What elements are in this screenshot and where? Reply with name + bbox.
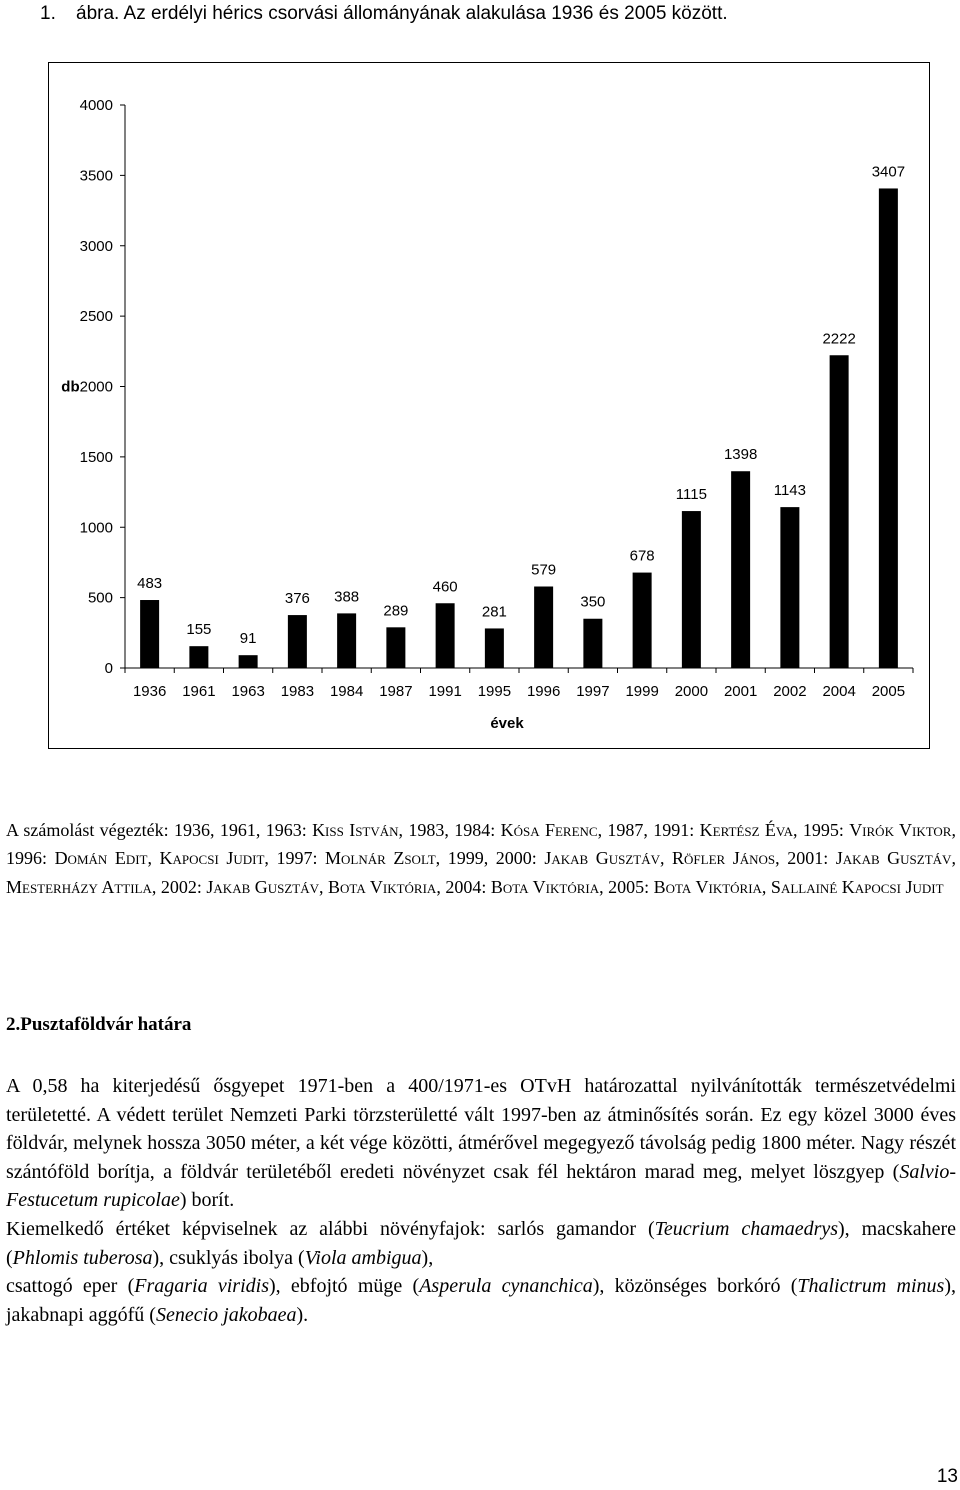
bar-value-label: 289 xyxy=(383,602,409,620)
bar-value-label: 281 xyxy=(481,603,507,621)
bar-value-label: 483 xyxy=(137,575,163,593)
bar-value-label: 2222 xyxy=(822,330,856,348)
bar xyxy=(386,627,405,668)
credits-names: Jakab Gusztáv, Röfler János xyxy=(544,848,776,869)
bar xyxy=(583,619,602,668)
credits-years: , 2004: xyxy=(436,876,491,897)
x-tick-label: 1987 xyxy=(379,683,413,700)
species-separator: ), macskahere ( xyxy=(6,1217,956,1269)
y-tick-label: 500 xyxy=(87,589,113,607)
credits-years: , 1987, 1991: xyxy=(597,820,700,840)
x-tick-label: 1995 xyxy=(477,683,512,700)
x-tick-label: 1936 xyxy=(132,683,167,700)
x-tick-label: 1997 xyxy=(576,683,610,700)
species-separator: ), xyxy=(421,1246,434,1269)
species-latin-name: Thalictrum minus xyxy=(797,1275,945,1298)
credits-years: , 1996: xyxy=(6,820,956,869)
bar xyxy=(189,646,208,668)
paragraph-1 xyxy=(6,1072,956,1215)
species-separator: ), közönséges borkóró ( xyxy=(592,1275,798,1298)
bar-value-label: 3407 xyxy=(871,163,906,181)
x-tick-label: 1991 xyxy=(428,683,462,700)
bar-value-label: 350 xyxy=(580,593,606,611)
credits-names: Molnár Zsolt xyxy=(325,848,436,869)
figure-number: 1. xyxy=(40,3,56,24)
species-separator: ), jakabnapi aggófű ( xyxy=(6,1275,956,1326)
species-separator: ), ebfojtó müge ( xyxy=(268,1275,420,1298)
bar xyxy=(780,507,799,668)
x-tick-label: 1963 xyxy=(231,683,265,700)
paragraph-2-intro: Kiemelkedő értéket képviselnek az alábbi növényfajok: sarlós gamandor ( xyxy=(6,1217,655,1240)
bar-value-label: 579 xyxy=(531,561,557,579)
x-tick-label: 1996 xyxy=(526,683,561,700)
paragraph-3-intro: csattogó eper ( xyxy=(6,1275,135,1298)
paragraph-1-end: ) borít. xyxy=(179,1189,235,1212)
credits-names: Bota Viktória, Sallainé Kapocsi Judit xyxy=(653,876,944,897)
y-tick-label: 3000 xyxy=(79,237,113,255)
species-latin-name: Asperula cynanchica xyxy=(419,1275,593,1298)
bar-value-label: 155 xyxy=(186,621,212,639)
bar xyxy=(534,587,553,668)
credits-years: , 1999, 2000: xyxy=(435,848,545,869)
page-number: 13 xyxy=(936,1466,958,1487)
x-tick-label: 2002 xyxy=(773,683,807,700)
credits-names: Domán Edit, Kapocsi Judit xyxy=(54,848,265,869)
x-tick-label: 1983 xyxy=(280,683,315,700)
credits-years: 1936, 1961, 1963: xyxy=(174,820,313,840)
bar-value-label: 1143 xyxy=(773,482,807,500)
credits-names: Jakab Gusztáv, Bota Viktória xyxy=(206,876,437,897)
figure-caption-text: ábra. Az erdélyi hérics csorvási állományának alakulása 1936 és 2005 között. xyxy=(76,3,728,24)
species-latin-name: Viola ambigua xyxy=(304,1246,422,1269)
credits-years: , 2001: xyxy=(775,848,836,869)
x-tick-label: 2001 xyxy=(723,683,758,700)
paragraph-2 xyxy=(6,1215,956,1272)
bar-value-label: 1398 xyxy=(723,446,758,464)
x-axis-label: évek xyxy=(490,715,524,732)
bar-chart xyxy=(49,63,929,748)
y-tick-label: 3500 xyxy=(79,167,113,185)
bar-value-label: 678 xyxy=(629,547,655,565)
credits-years: , 2002: xyxy=(151,876,207,897)
credits-years: , 1995: xyxy=(792,820,850,840)
bar-value-label: 376 xyxy=(284,590,310,608)
paragraph-3 xyxy=(6,1272,956,1329)
bar xyxy=(140,600,159,668)
bar-value-label: 91 xyxy=(239,630,257,648)
credits-names: Jakab Gusztáv, Mesterházy Attila xyxy=(6,848,956,897)
bar xyxy=(879,188,898,668)
x-tick-label: 2004 xyxy=(822,683,856,700)
x-tick-label: 2005 xyxy=(871,683,906,700)
credits-names: Virók Viktor xyxy=(849,820,952,840)
taxon-name: Salvio-Festucetum rupicolae xyxy=(6,1160,956,1212)
bar xyxy=(633,573,652,668)
y-tick-label: 4000 xyxy=(79,97,113,114)
y-tick-label: 1000 xyxy=(79,519,113,537)
chart-frame xyxy=(48,62,930,749)
bar xyxy=(288,615,307,668)
species-separator: ), csuklyás ibolya ( xyxy=(152,1246,305,1269)
bar xyxy=(436,603,455,668)
x-tick-label: 1961 xyxy=(182,683,216,700)
bar xyxy=(731,471,750,668)
bar-value-label: 1115 xyxy=(675,486,707,504)
credits-years: , 1997: xyxy=(264,848,325,869)
x-tick-label: 1999 xyxy=(625,683,659,700)
bar xyxy=(485,628,504,668)
credits-names: Bota Viktória xyxy=(490,876,600,897)
bar xyxy=(239,655,258,668)
species-separator: ). xyxy=(296,1303,309,1326)
credits-names: Kiss István xyxy=(312,820,399,840)
species-latin-name: Fragaria viridis xyxy=(134,1275,269,1298)
y-tick-label: 1500 xyxy=(79,448,113,466)
species-latin-name: Phlomis tuberosa xyxy=(12,1246,153,1269)
credits-paragraph xyxy=(6,816,956,901)
species-latin-name: Teucrium chamaedrys xyxy=(654,1217,839,1240)
paragraph-1-text: A 0,58 ha kiterjedésű ősgyepet 1971-ben a 400/1971-es OTvH határozattal nyilvánították természetvédelmi területetté. A védett terület Nemzeti Parki törzsterületté vált 1997-ben az átminősítés során. Ez egy közel 3000 éves földvár, melynek hossza 3050 méter, a két vége közötti, átmérővel megegyező távolság pedig 1800 méter. Nagy részét szántóföld borítja, a földvár területéből eredeti növényzet csak fél hektáron marad meg, melyet löszgyep ( xyxy=(6,1075,956,1183)
credits-names: Kertész Éva xyxy=(699,820,793,840)
credits-years: , 2005: xyxy=(599,876,654,897)
y-tick-label xyxy=(61,379,113,396)
y-tick-label: 0 xyxy=(104,660,113,677)
species-latin-name: Senecio jakobaea xyxy=(155,1303,297,1326)
bar xyxy=(830,355,849,668)
y-axis-label: db xyxy=(61,378,80,396)
bar xyxy=(337,613,356,668)
x-tick-label: 1984 xyxy=(329,683,364,700)
bar xyxy=(682,511,701,668)
bar-value-label: 388 xyxy=(334,588,360,606)
credits-names: Kósa Ferenc xyxy=(500,820,598,840)
section-body xyxy=(6,1072,956,1329)
section-heading: 2.Pusztaföldvár határa xyxy=(6,1014,192,1035)
y-tick-value: 2000 xyxy=(79,378,113,396)
y-tick-label: 2500 xyxy=(79,308,113,326)
credits-lead: A számolást végezték: xyxy=(6,820,174,840)
figure-caption xyxy=(40,3,728,25)
x-tick-label: 2000 xyxy=(674,683,709,700)
credits-years: , 1983, 1984: xyxy=(398,820,501,840)
bar-value-label: 460 xyxy=(432,578,458,596)
